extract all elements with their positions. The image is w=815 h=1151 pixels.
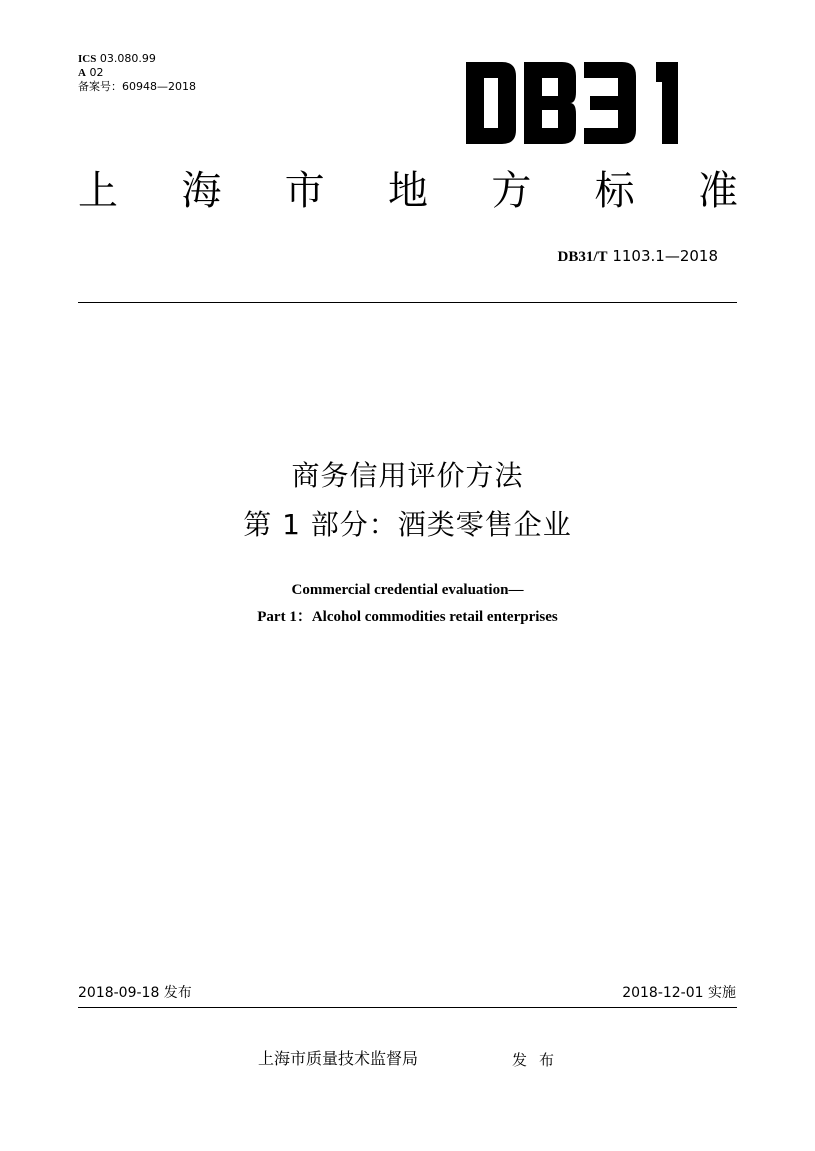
class-line	[78, 66, 196, 80]
heading-char: 方	[491, 168, 532, 214]
heading-char: 标	[594, 168, 635, 214]
heading-char: 准	[697, 168, 738, 214]
issuing-label: 发布	[512, 1051, 567, 1069]
record-number: 备案号：60948—2018	[78, 80, 196, 93]
heading-char: 地	[387, 168, 428, 214]
title-en-line1: Commercial credential evaluation—	[291, 582, 524, 598]
db31-logo	[466, 62, 698, 144]
ics-code: 03.080.99	[99, 52, 156, 65]
implementation-date: 2018-12-01 实施	[622, 985, 736, 1001]
issuing-authority: 上海市质量技术监督局	[258, 1049, 419, 1068]
standard-number	[558, 247, 718, 266]
heading-char: 市	[284, 168, 325, 214]
top-divider	[78, 302, 737, 303]
bottom-divider	[78, 1007, 737, 1008]
title-cn-line1: 商务信用评价方法	[291, 459, 524, 492]
ics-label: ICS	[78, 53, 97, 65]
standard-type-heading	[78, 167, 738, 215]
class-code: 02	[89, 66, 104, 79]
heading-char: 上	[78, 168, 118, 214]
standard-number-value: 1103.1—2018	[612, 247, 718, 265]
class-label: A	[78, 67, 86, 79]
classification-block	[78, 52, 196, 93]
title-cn-line2: 第 1 部分：酒类零售企业	[243, 508, 572, 541]
standard-number-prefix: DB31/T	[557, 249, 608, 265]
release-date: 2018-09-18 发布	[78, 985, 192, 1001]
title-en-line2: Part 1：Alcohol commodities retail enterprises	[257, 609, 558, 625]
ics-line	[78, 52, 196, 66]
heading-char: 海	[181, 168, 222, 214]
